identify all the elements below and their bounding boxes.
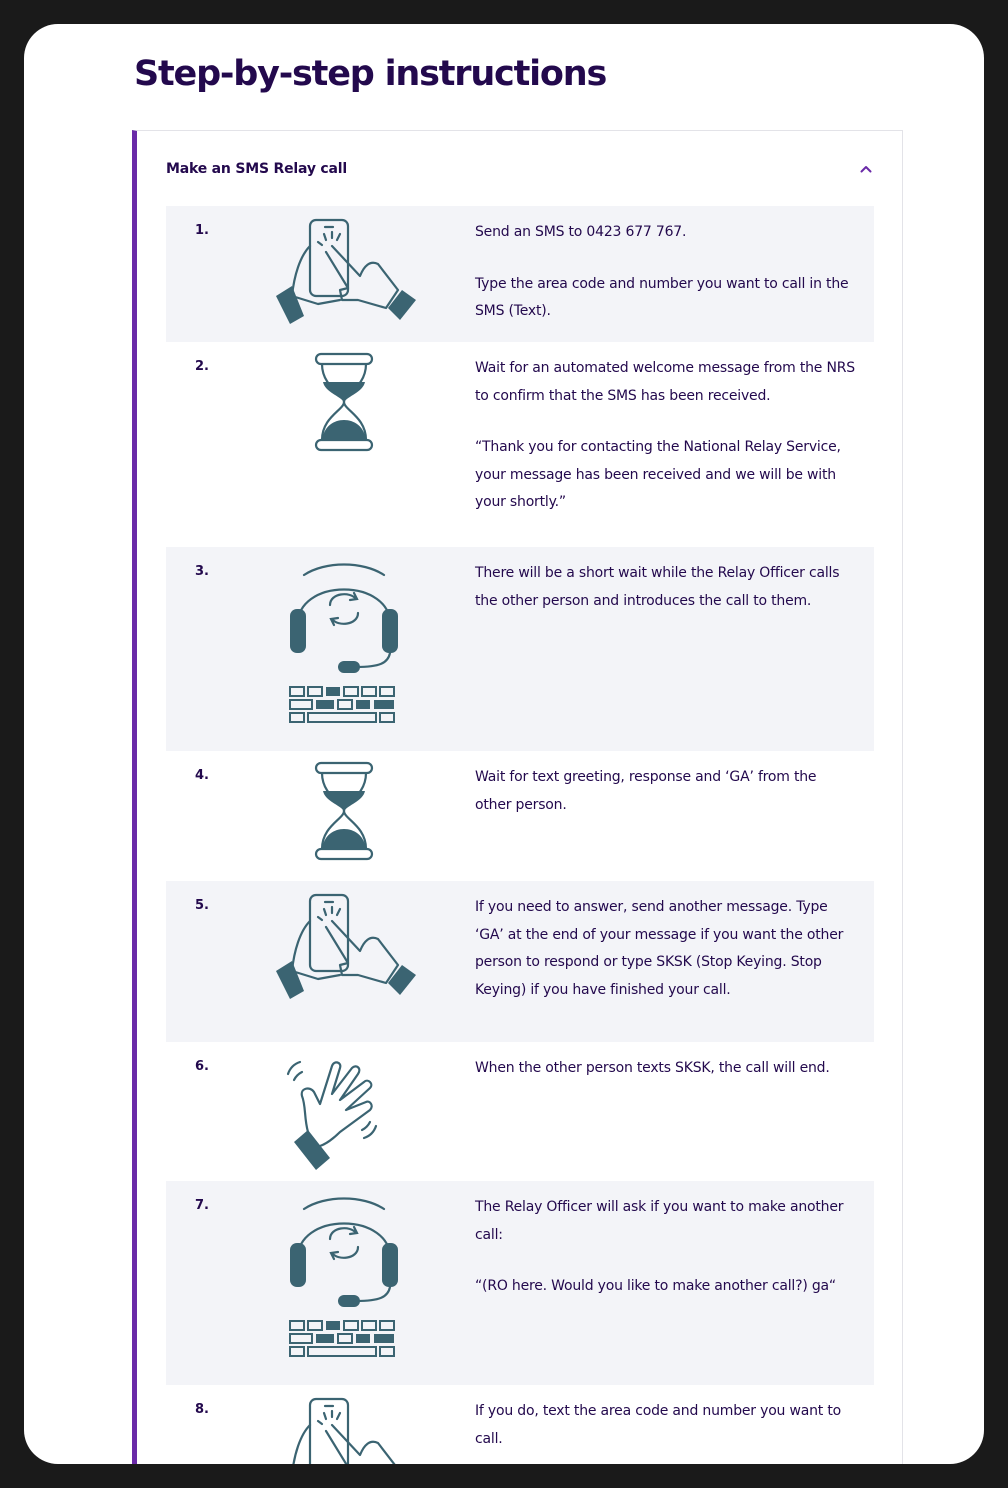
step-paragraph: Wait for an automated welcome message from the NRS to confirm that the SMS has been received. <box>475 360 855 404</box>
step-paragraph: If you do, text the area code and number you want to call. <box>475 1403 841 1447</box>
step-number: 8. <box>195 1402 209 1417</box>
headset-keyboard-icon <box>270 557 420 727</box>
screen <box>24 24 984 1464</box>
step-paragraph: The Relay Officer will ask if you want to make another call: <box>475 1199 844 1243</box>
phone-tap-icon <box>270 216 420 336</box>
step-row <box>166 751 874 881</box>
step-row <box>166 1385 874 1464</box>
step-text <box>475 355 855 517</box>
phone-tap-icon <box>270 891 420 1011</box>
step-row <box>166 1042 874 1181</box>
page-title: Step-by-step instructions <box>134 54 607 94</box>
step-number: 5. <box>195 898 209 913</box>
step-text <box>475 1194 855 1301</box>
step-paragraph: There will be a short wait while the Relay Officer calls the other person and introduces the call to them. <box>475 565 840 609</box>
step-text <box>475 1398 855 1453</box>
step-row <box>166 547 874 751</box>
phone-tap-icon <box>270 1395 420 1464</box>
step-text <box>475 1055 855 1083</box>
step-text <box>475 560 855 615</box>
step-paragraph: Type the area code and number you want to call in the SMS (Text). <box>475 275 849 319</box>
step-paragraph: When the other person texts SKSK, the call will end. <box>475 1060 830 1076</box>
step-text <box>475 219 855 326</box>
step-paragraph: Wait for text greeting, response and ‘GA’ from the other person. <box>475 769 817 813</box>
step-paragraph: “(RO here. Would you like to make another call?) ga“ <box>475 1278 836 1294</box>
step-paragraph: Send an SMS to 0423 677 767. <box>475 224 687 240</box>
step-paragraph: “Thank you for contacting the National Relay Service, your message has been received and we will be with your shortly.” <box>475 439 841 510</box>
accordion-header[interactable] <box>137 131 902 207</box>
step-number: 2. <box>195 359 209 374</box>
step-number: 4. <box>195 768 209 783</box>
step-row <box>166 881 874 1042</box>
step-number: 3. <box>195 564 209 579</box>
step-number: 6. <box>195 1059 209 1074</box>
step-row <box>166 342 874 547</box>
hourglass-icon <box>270 352 420 472</box>
hourglass-icon <box>270 761 420 881</box>
step-number: 7. <box>195 1198 209 1213</box>
step-paragraph: If you need to answer, send another message. Type ‘GA’ at the end of your message if you want the other person to respond or type SKSK (Stop Keying. Stop Keying) if you have finished your call. <box>475 899 844 998</box>
step-text <box>475 764 855 819</box>
waving-hand-icon <box>270 1052 420 1172</box>
chevron-up-icon[interactable] <box>860 165 872 173</box>
accordion-sms-relay-call <box>132 130 903 1464</box>
step-row <box>166 206 874 342</box>
step-row <box>166 1181 874 1385</box>
step-number: 1. <box>195 223 209 238</box>
accordion-title[interactable]: Make an SMS Relay call <box>166 161 347 177</box>
step-text <box>475 894 855 1004</box>
steps-list <box>166 206 874 1464</box>
headset-keyboard-icon <box>270 1191 420 1361</box>
